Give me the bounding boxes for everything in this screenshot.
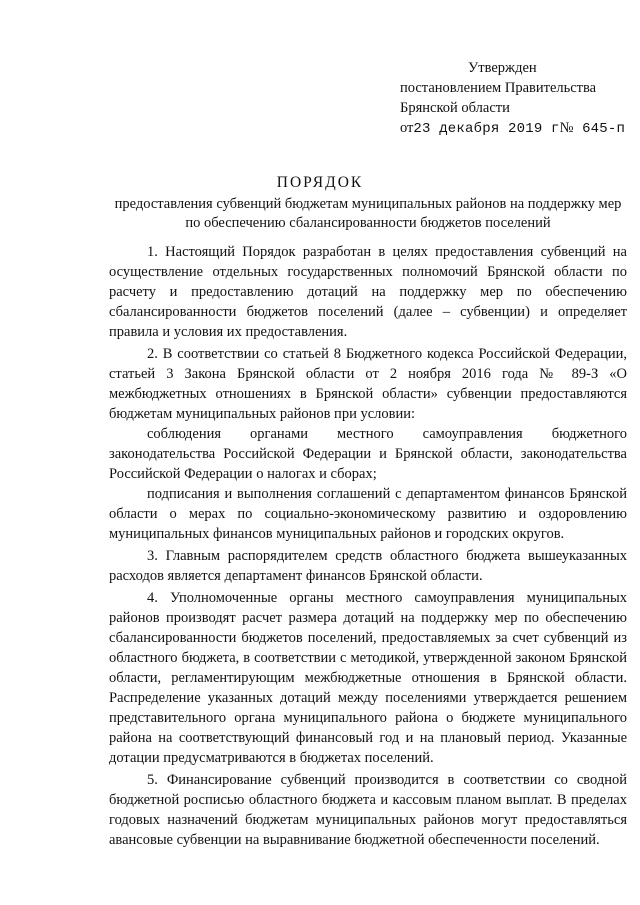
paragraph-5: 5. Финансирование субвенций производится в соответствии со сводной бюджетной росписью областного бюджета и кассовым планом выплат. В пределах годовых назначений бюджетам муниципальных районов могут предоставляться авансовые субвенции на выравнивание бюджетной обеспеченности поселений. <box>109 772 627 848</box>
approval-date-line <box>400 118 636 139</box>
paragraph-1: 1. Настоящий Порядок разработан в целях предоставления субвенций на осуществление отдельных государственных полномочий Брянской области по расчету и предоставлению дотаций на поддержку мер по обеспечению сбалансированности бюджетов поселений (далее – субвенции) и определяет правила и условия их предоставления. <box>109 244 627 340</box>
approval-heading: Утвержден <box>468 60 537 76</box>
document-title: ПОРЯДОК <box>276 174 364 191</box>
paragraph-2: 2. В соответствии со статьей 8 Бюджетного кодекса Российской Федерации, статьей 3 Закона Брянской области от 2 ноября 2016 года № 89-З «О межбюджетных отношениях в Брянской области» субвенции предоставляются бюджетам муниципальных районов при условии: <box>109 346 627 422</box>
approval-date: 23 декабря 2019 г <box>413 121 560 137</box>
approval-number: 645-п <box>573 121 626 137</box>
approval-decree: постановлением Правительства <box>400 80 597 96</box>
date-prefix: от <box>400 120 414 136</box>
paragraph-condition-2: подписания и выполнения соглашений с департаментом финансов Брянской области о мерах по социально-экономическому развитию и оздоровлению муниципальных финансов муниципальных районов и городских округов. <box>109 486 627 542</box>
paragraph-3: 3. Главным распорядителем средств областного бюджета вышеуказанных расходов является департамент финансов Брянской области. <box>109 548 627 584</box>
number-prefix: № <box>559 120 574 136</box>
approval-region: Брянской области <box>400 100 510 116</box>
paragraph-4: 4. Уполномоченные органы местного самоуправления муниципальных районов производят расчет размера дотаций на поддержку мер по обеспечению сбалансированности бюджетов поселений, предоставляемых за счет субвенций из областного бюджета, в соответствии с методикой, утвержденной законом Брянской области, регламентирующим межбюджетные отношения в Брянской области. Распределение указанных дотаций между поселениями утверждается решением представительного органа муниципального района о бюджете муниципального района на соответствующий финансовый год и на плановый период. Указанные дотации предусматриваются в бюджетах поселений. <box>109 590 627 766</box>
document-body <box>109 242 627 850</box>
paragraph-condition-1: соблюдения органами местного самоуправления бюджетного законодательства Российской Федерации и Брянской области, законодательства Российской Федерации о налогах и сборах; <box>109 426 627 482</box>
document-subtitle: предоставления субвенций бюджетам муниципальных районов на поддержку мер по обеспечению сбалансированности бюджетов поселений <box>114 196 622 231</box>
approval-block <box>400 58 636 139</box>
